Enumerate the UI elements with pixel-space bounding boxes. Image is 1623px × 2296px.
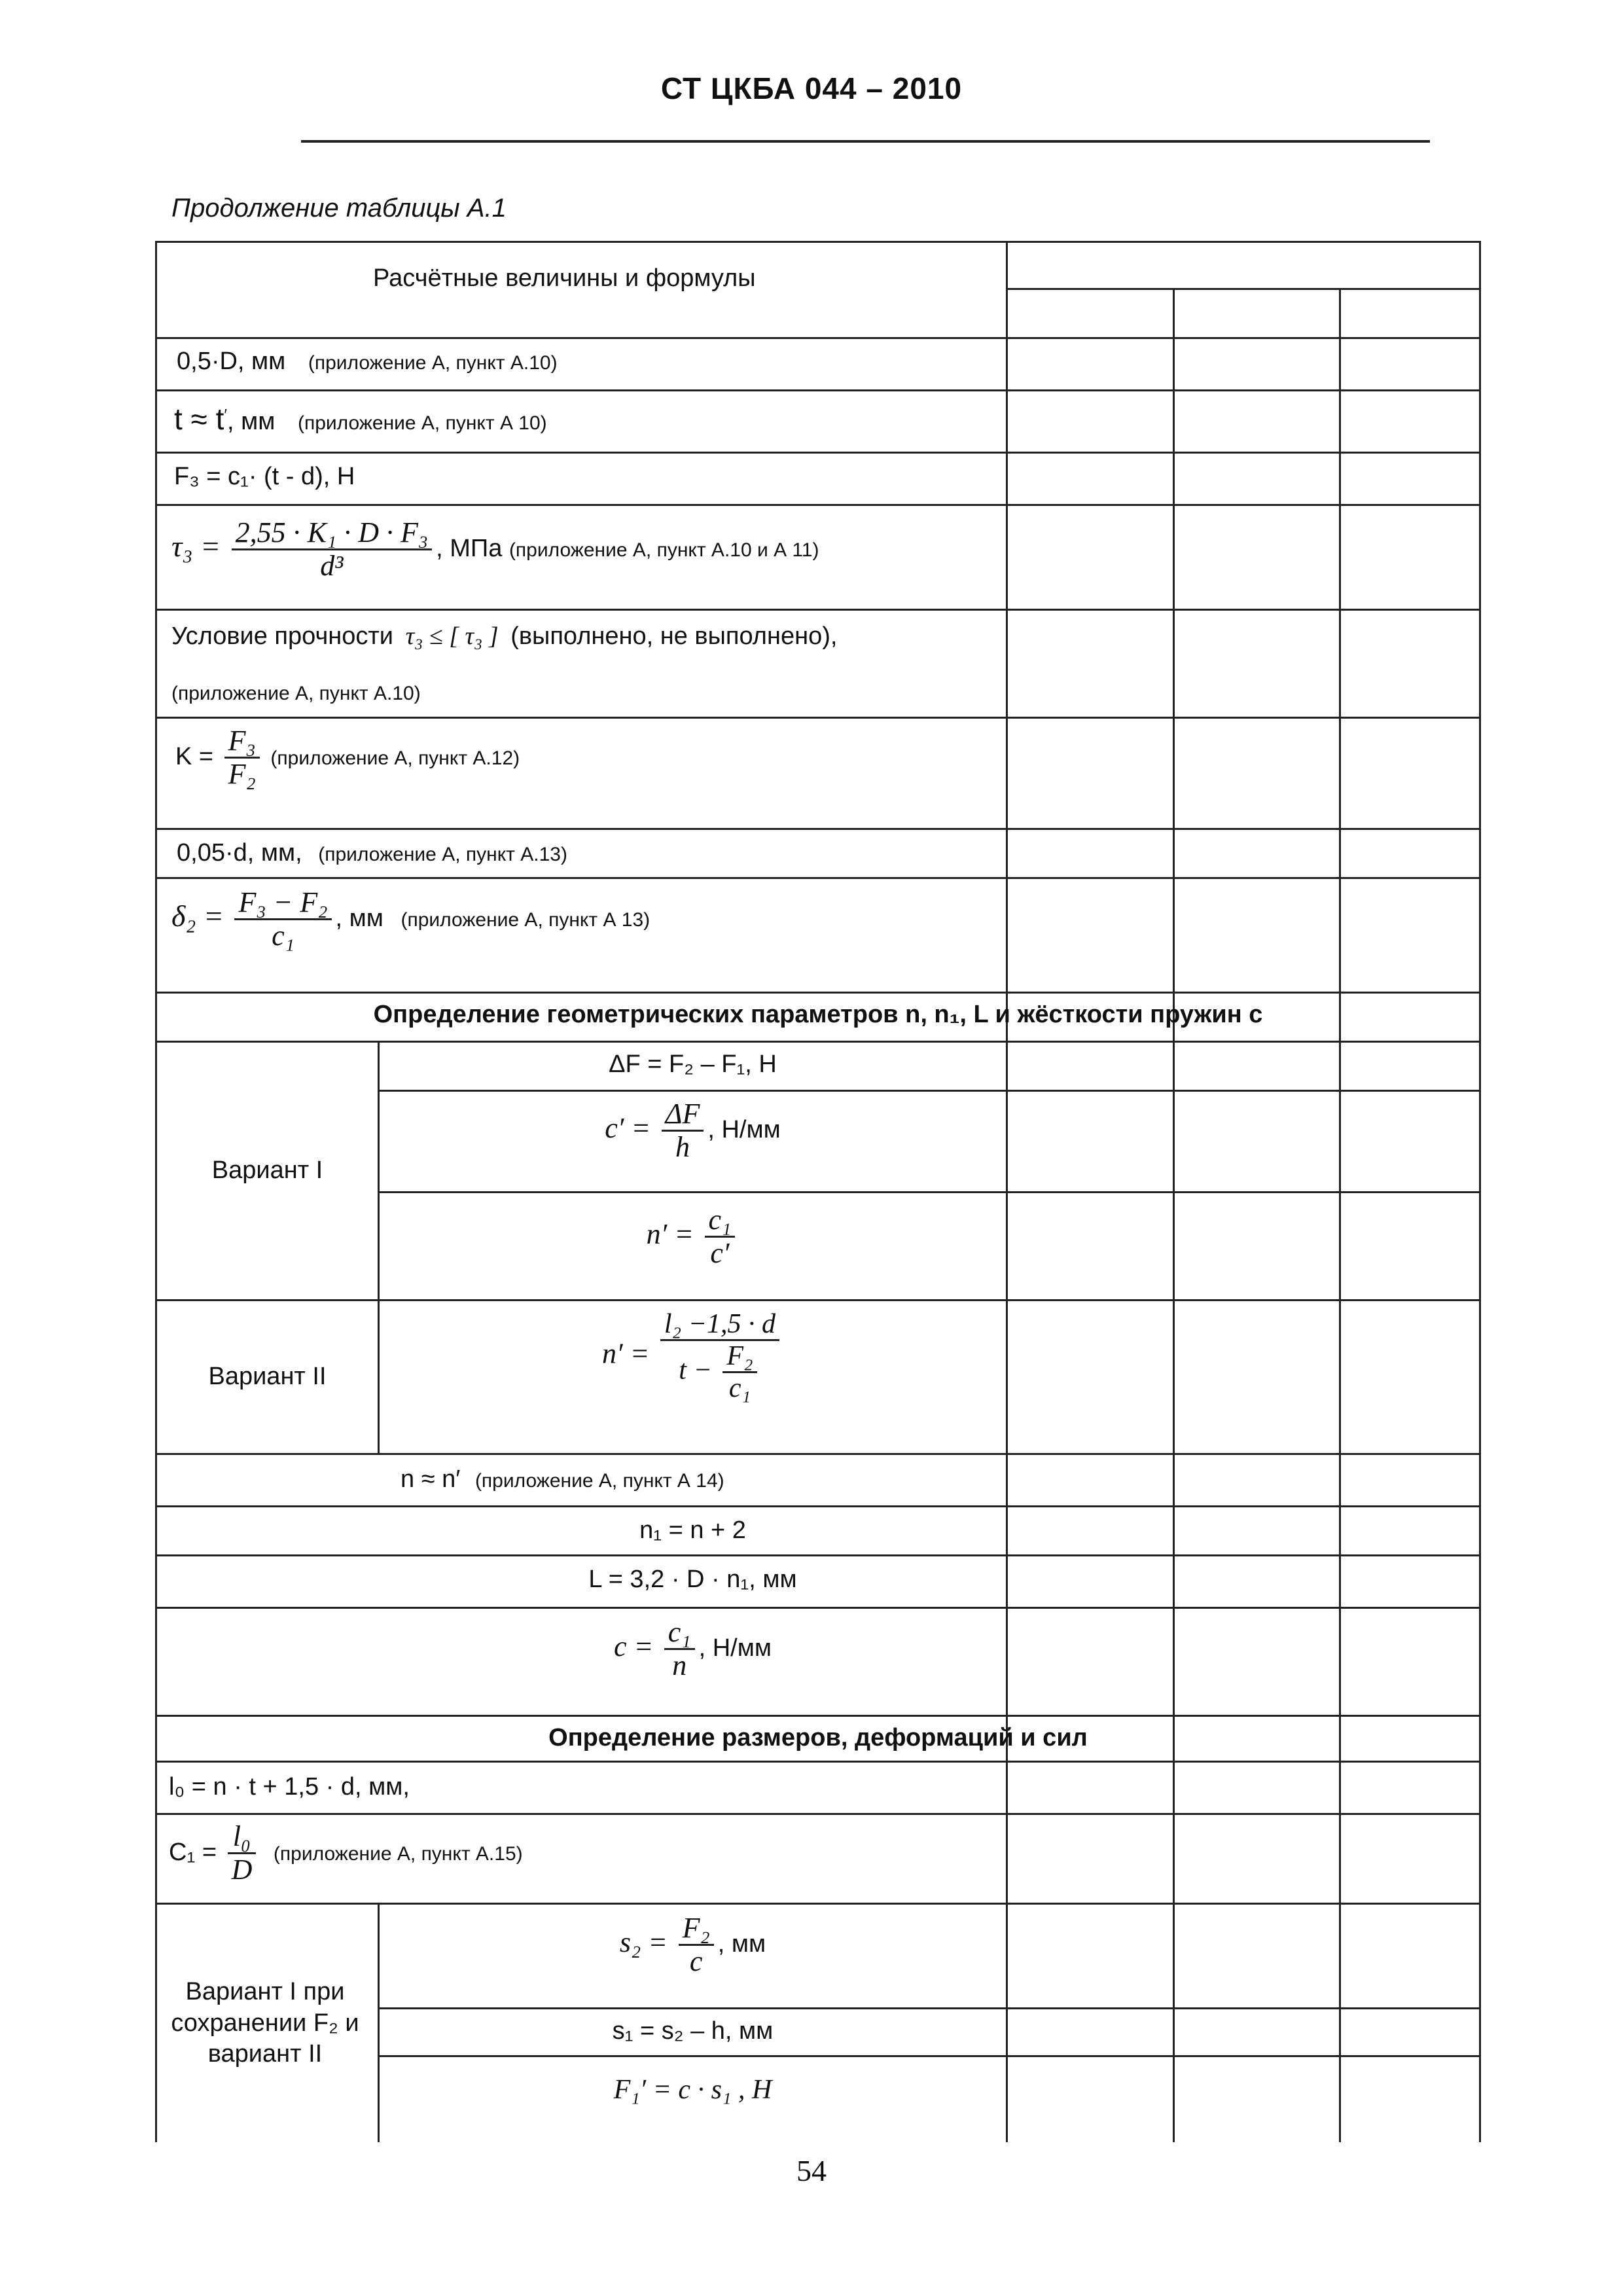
formula-lhs: δ₂ = <box>171 899 224 933</box>
fraction-numerator: l₂ −1,5 · d <box>660 1309 779 1341</box>
formula-fraction <box>705 1204 736 1270</box>
row-rule <box>155 717 1481 719</box>
row-rule <box>155 389 1481 391</box>
row-reference: (приложение А, пункт А.12) <box>270 747 520 769</box>
formula-fraction <box>232 517 433 583</box>
row-f1: F₁′ = c · s₁ , Н <box>613 2075 772 2105</box>
n-prime-formula <box>380 1204 1006 1270</box>
formula-unit: , мм <box>717 1929 766 1958</box>
fraction-numerator: 2,55 · K₁ · D · F₃ <box>232 517 433 550</box>
row-rule <box>155 1607 1481 1609</box>
row-formula: 0,5·D, мм <box>177 348 286 375</box>
row-reference: (приложение А, пункт А.13) <box>318 844 567 865</box>
formula-fraction <box>662 1098 704 1164</box>
fraction-numerator: F₃ − F₂ <box>234 887 331 920</box>
fraction-denominator: D <box>231 1854 253 1886</box>
row-reference: (приложение А, пункт А 14) <box>474 1470 724 1492</box>
row-half-diameter <box>177 348 558 376</box>
row-reference: (приложение А, пункт А 10) <box>297 412 547 434</box>
c-prime-formula <box>380 1098 1006 1164</box>
row-rule <box>155 1453 1481 1455</box>
row-rule <box>155 1505 1481 1507</box>
row-reference: (приложение А, пункт А.10 и А 11) <box>508 539 819 561</box>
row-s2 <box>380 1912 1006 1978</box>
table-caption: Продолжение таблицы А.1 <box>171 194 507 223</box>
row-free-length: l₀ = n · t + 1,5 · d, мм, <box>169 1773 410 1801</box>
formula-lhs: τ₃ = <box>171 529 221 563</box>
row-formula: 0,05·d, мм, <box>177 839 302 867</box>
page-number: 54 <box>796 2154 827 2187</box>
fraction-denominator: c₁ <box>728 1373 751 1404</box>
row-n-approx <box>401 1466 724 1494</box>
fraction-numerator: l₀ <box>228 1821 257 1854</box>
column-divider-2 <box>1173 288 1175 2142</box>
row-reference: (приложение А, пункт А 13) <box>401 908 651 931</box>
variant-1-label: Вариант I <box>211 1157 323 1184</box>
fraction-denominator: h <box>675 1131 690 1164</box>
row-rule <box>155 1903 1481 1905</box>
row-reference: (приложение А, пункт А.10) <box>171 683 421 704</box>
row-rule <box>155 504 1481 506</box>
condition-label: Условие прочности <box>171 622 393 650</box>
row-delta2 <box>171 887 650 952</box>
column-divider-3 <box>1339 288 1341 2142</box>
row-length-l: L = 3,2 · D · n₁, мм <box>588 1566 797 1593</box>
row-rule <box>155 1761 1481 1763</box>
fraction-denominator <box>660 1341 779 1403</box>
fraction-denominator: F₂ <box>228 758 256 791</box>
condition-options: (выполнено, не выполнено), <box>510 622 838 650</box>
row-rule <box>155 1299 1481 1301</box>
nested-fraction <box>722 1341 757 1403</box>
denominator-term: t − <box>679 1355 712 1386</box>
header-rule <box>301 140 1430 143</box>
fraction-numerator: F₂ <box>722 1341 757 1373</box>
formula-fraction <box>224 725 260 791</box>
fraction-numerator: c₁ <box>705 1204 736 1238</box>
formula-fraction <box>660 1309 779 1404</box>
row-tolerance <box>177 840 567 867</box>
row-coefficient-c1 <box>169 1821 523 1886</box>
fraction-denominator: c₁ <box>272 920 294 952</box>
formula-lhs: n′ = <box>646 1217 694 1250</box>
row-rule <box>155 1813 1481 1815</box>
row-rule <box>155 609 1481 611</box>
variant-2-label: Вариант II <box>208 1363 327 1390</box>
formula-lhs: n′ = <box>601 1337 650 1370</box>
formula-fraction <box>664 1617 695 1682</box>
formula-lhs: s₂ = <box>619 1926 668 1958</box>
fraction-denominator: n <box>672 1649 687 1682</box>
formula-lhs: c′ = <box>605 1111 651 1144</box>
row-rule <box>155 828 1481 830</box>
delta-f-formula: ΔF = F₂ – F₁, Н <box>609 1050 777 1078</box>
row-formula: n ≈ n′ <box>401 1465 461 1493</box>
fraction-numerator: F₂ <box>679 1912 714 1946</box>
fraction-numerator: F₃ <box>224 725 260 759</box>
fraction-denominator: c <box>689 1945 703 1978</box>
n-prime-variant2-formula <box>380 1309 1006 1404</box>
variant-combined-label: Вариант I при сохранении F₂ и вариант II <box>171 1978 359 2068</box>
row-coefficient-k <box>175 725 520 791</box>
row-pitch: t ≈ t′, мм (приложение А, пункт А 10) <box>174 402 547 436</box>
row-rule <box>155 1715 1481 1717</box>
section-heading-sizes: Определение размеров, деформаций и сил <box>548 1724 1088 1751</box>
row-stiffness-c <box>380 1617 1006 1682</box>
table-top-border <box>155 241 1481 243</box>
row-rule <box>155 1554 1481 1556</box>
row-rule <box>155 452 1481 454</box>
row-s1: s₁ = s₂ – h, мм <box>612 2017 774 2045</box>
formula-unit: , Н/мм <box>707 1115 781 1143</box>
row-force-f3: F₃ = c₁· (t - d), Н <box>174 463 355 490</box>
row-rule <box>378 1090 1481 1092</box>
formula-lhs: C₁ = <box>169 1838 217 1866</box>
formula-unit: , мм <box>335 904 383 932</box>
formula-unit: , МПа <box>436 534 503 562</box>
formula-fraction <box>234 887 331 952</box>
fraction-numerator: c₁ <box>664 1617 695 1650</box>
section-heading-geometry: Определение геометрических параметров n, n₁, L и жёсткости пружин c <box>373 1001 1263 1028</box>
row-formula: t ≈ t <box>174 402 224 436</box>
formula-lhs: c = <box>614 1630 654 1662</box>
row-strength-condition <box>171 623 837 651</box>
formula-fraction <box>679 1912 714 1978</box>
formula-fraction <box>228 1821 257 1886</box>
table-border-left <box>155 241 157 2142</box>
row-rule <box>155 877 1481 879</box>
formula-unit: , Н/мм <box>698 1634 772 1662</box>
fraction-numerator: ΔF <box>662 1098 704 1132</box>
header-subrule <box>1006 288 1481 290</box>
condition-formula: τ₃ ≤ [ τ₃ ] <box>405 622 499 650</box>
row-n1: n₁ = n + 2 <box>639 1516 746 1544</box>
row-stress-tau3 <box>171 517 819 583</box>
row-reference: (приложение А, пункт А.15) <box>273 1842 523 1865</box>
formula-lhs: K = <box>175 742 214 770</box>
row-rule <box>155 337 1481 339</box>
row-rule <box>378 1191 1481 1193</box>
document-title: СТ ЦКБА 044 – 2010 <box>660 71 963 105</box>
row-unit: , мм <box>227 408 276 435</box>
row-rule <box>378 2055 1481 2057</box>
row-rule <box>155 1041 1481 1043</box>
row-rule <box>155 992 1481 994</box>
row-reference: (приложение А, пункт А.10) <box>308 352 558 374</box>
row-rule <box>378 2007 1481 2009</box>
fraction-denominator: c′ <box>710 1237 730 1270</box>
column-header: Расчётные величины и формулы <box>373 264 756 292</box>
fraction-denominator: d³ <box>320 550 344 583</box>
